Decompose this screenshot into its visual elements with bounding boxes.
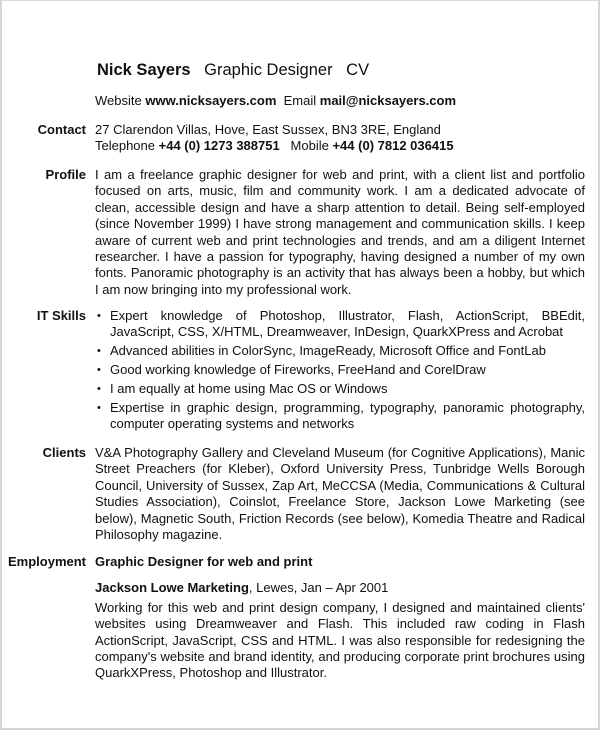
bullet-icon: • — [97, 364, 101, 377]
profile-text: I am a freelance graphic designer for web and print, with a client list and portfolio focused on arts, music, film and community work. I am a dedicated advocate of clean, accessible design and have a sharp attention to detail. Being self-employed (since November 1999) I have strong management and communication skills. I keep aware of current web and print technologies and trends, and am a diligent Internet researcher. I have a passion for typography, having designed a number of my own fonts. Panoramic photography is an activity that has always been a hobby, but which I am now bringing into my professional work. — [95, 167, 585, 297]
website-link[interactable]: www.nicksayers.com — [145, 93, 277, 108]
bullet-icon: • — [97, 383, 101, 396]
bullet-icon: • — [97, 402, 101, 415]
skill-item: • Expert knowledge of Photoshop, Illustrator, Flash, ActionScript, BBEdit, JavaScript, CSS, X/HTML, Dreamweaver, InDesign, QuarkXPress and Acrobat — [97, 308, 585, 340]
skill-item: • I am equally at home using Mac OS or Windows — [97, 381, 388, 397]
it-skills-label: IT Skills — [36, 308, 86, 323]
email-link[interactable]: mail@nicksayers.com — [319, 93, 457, 108]
job-entry — [95, 580, 585, 681]
job-description: Working for this web and print design company, I designed and maintained clients' websites using Dreamweaver and Flash. This included raw coding in Flash ActionScript, JavaScript, CSS and HTML. I was also responsible for redesigning the company's website and brand identity, and producing corporate print brochures using QuarkXPress, Photoshop and Illustrator. — [95, 599, 585, 681]
contact-phones — [95, 138, 585, 154]
email-label: Email — [283, 93, 317, 108]
telephone-label: Telephone — [95, 138, 155, 154]
person-role: Graphic Designer — [204, 61, 333, 79]
bullet-icon: • — [97, 345, 101, 358]
contact-address: 27 Clarendon Villas, Hove, East Sussex, BN3 3RE, England — [95, 122, 441, 137]
it-skills-list — [97, 308, 585, 433]
mobile-number: +44 (0) 7812 036415 — [332, 138, 454, 154]
profile-label: Profile — [45, 167, 86, 182]
job-details: , Lewes, Jan – Apr 2001 — [248, 580, 389, 596]
job-company: Jackson Lowe Marketing — [95, 580, 249, 596]
job-header — [95, 580, 585, 596]
cv-title — [97, 61, 369, 80]
contact-label: Contact — [37, 122, 86, 137]
skill-item: • Good working knowledge of Fireworks, FreeHand and CorelDraw — [97, 362, 486, 378]
skill-item: • Expertise in graphic design, programming, typography, panoramic photography, computer operating systems and networks — [97, 400, 585, 432]
clients-label: Clients — [42, 445, 86, 460]
employment-label: Employment — [7, 554, 86, 569]
bullet-icon: • — [97, 310, 101, 322]
skill-item: • Advanced abilities in ColorSync, ImageReady, Microsoft Office and FontLab — [97, 343, 546, 359]
person-name: Nick Sayers — [97, 61, 191, 79]
website-label: Website — [95, 93, 142, 108]
mobile-label: Mobile — [290, 138, 329, 154]
telephone-number: +44 (0) 1273 388751 — [158, 138, 280, 154]
clients-text: V&A Photography Gallery and Cleveland Museum (for Cognitive Applications), Manic Street Preachers (for Kleber), Oxford University Press, Tunbridge Wells Borough Council, University of Sussex, Zap Art, MeCCSA (Media, Communications & Cultural Studies Association), Coinslot, Freelance Store, Jackson Lowe Marketing (see below), Magnetic South, Friction Records (see below), Komedia Theatre and Radical Philosophy magazine. — [95, 445, 585, 543]
employment-heading: Graphic Designer for web and print — [95, 554, 313, 569]
doc-type: CV — [346, 61, 370, 79]
